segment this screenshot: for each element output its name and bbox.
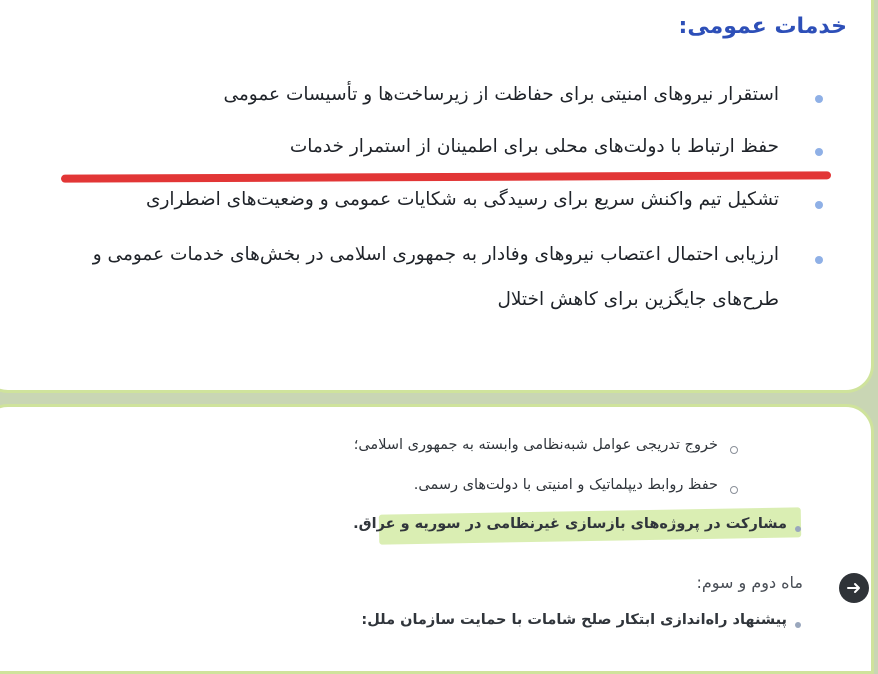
bullet-icon — [815, 95, 823, 103]
sub-list-item-2: حفظ روابط دیپلماتیک و امنیتی با دولت‌های رسمی. — [413, 477, 718, 493]
list-item-2: حفظ ارتباط با دولت‌های محلی برای اطمینان از استمرار خدمات — [289, 136, 779, 157]
hollow-bullet-icon — [730, 446, 738, 454]
section-title: خدمات عمومی: — [678, 14, 847, 39]
bullet-icon — [815, 256, 823, 264]
sub-list-item-1: خروج تدریجی عوامل شبه‌نظامی وابسته به جمهوری اسلامی؛ — [353, 437, 718, 453]
highlighted-list-item: مشارکت در پروژه‌های بازسازی غیرنظامی در سوریه و عراق. — [353, 516, 787, 532]
bullet-icon — [795, 526, 801, 532]
section-heading: ماه دوم و سوم: — [696, 573, 803, 592]
bullet-icon — [795, 622, 801, 628]
last-list-item: پیشنهاد راه‌اندازی ابتکار صلح شامات با حمایت سازمان ملل: — [361, 612, 787, 628]
red-underline-mark — [61, 171, 831, 182]
bottom-document-panel — [0, 404, 874, 674]
hollow-bullet-icon — [730, 486, 738, 494]
arrow-right-icon — [839, 573, 869, 603]
bullet-icon — [815, 201, 823, 209]
list-item-4-continuation: طرح‌های جایگزین برای کاهش اختلال — [497, 289, 779, 310]
bullet-icon — [815, 148, 823, 156]
list-item-1: استقرار نیروهای امنیتی برای حفاظت از زیرساخت‌ها و تأسیسات عمومی — [223, 84, 779, 105]
list-item-3: تشکیل تیم واکنش سریع برای رسیدگی به شکایات عمومی و وضعیت‌های اضطراری — [145, 189, 779, 210]
list-item-4: ارزیابی احتمال اعتصاب نیروهای وفادار به جمهوری اسلامی در بخش‌های خدمات عمومی و — [92, 244, 779, 265]
